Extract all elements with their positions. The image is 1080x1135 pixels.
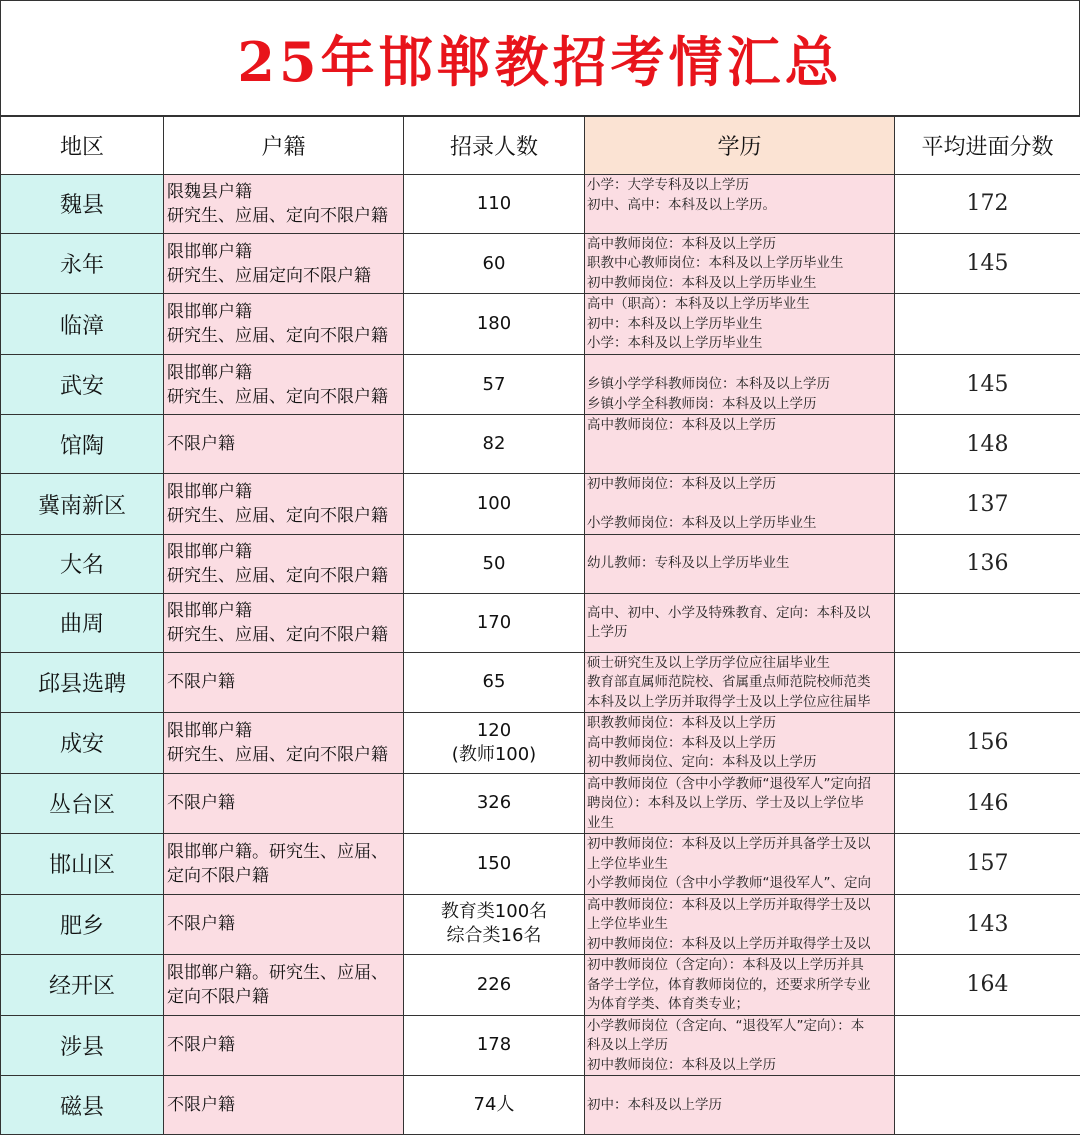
education-line: 职教中心教师岗位：本科及以上学历毕业生 (587, 254, 894, 274)
region-cell: 涉县 (1, 1015, 164, 1076)
education-cell (585, 834, 895, 895)
huji-line: 不限户籍 (167, 791, 403, 815)
huji-cell (164, 593, 404, 652)
education-line: 初中教师岗位、定向：本科及以上学历 (587, 753, 894, 773)
region-cell: 肥乡 (1, 894, 164, 955)
table-body (1, 175, 1080, 1135)
quota-cell (404, 834, 585, 895)
quota-line: 教育类100名 (404, 900, 584, 924)
score-cell: 172 (895, 175, 1080, 234)
quota-cell (404, 773, 585, 834)
quota-cell (404, 894, 585, 955)
education-cell (585, 652, 895, 713)
huji-cell (164, 1015, 404, 1076)
huji-line: 限邯郸户籍 (167, 540, 403, 564)
education-line: 乡镇小学全科教师岗：本科及以上学历 (587, 395, 894, 415)
education-cell (585, 894, 895, 955)
region-cell: 馆陶 (1, 415, 164, 474)
huji-line: 限邯郸户籍。研究生、应届、 (167, 840, 403, 864)
education-line: 硕士研究生及以上学历学位应往届毕业生 (587, 654, 894, 674)
education-line: 高中教师岗位（含中小学教师“退役军人”定向招 (587, 775, 894, 795)
header-score: 平均进面分数 (895, 117, 1080, 175)
quota-cell (404, 1015, 585, 1076)
huji-line: 限邯郸户籍 (167, 361, 403, 385)
quota-line: 120 (404, 719, 584, 743)
education-line: 初中教师岗位：本科及以上学历并具备学士及以 (587, 835, 894, 855)
huji-line: 研究生、应届、定向不限户籍 (167, 743, 403, 767)
huji-cell (164, 652, 404, 713)
huji-line: 限邯郸户籍 (167, 300, 403, 324)
quota-cell (404, 474, 585, 535)
education-line: 初中教师岗位：本科及以上学历 (587, 475, 894, 495)
table-row (1, 354, 1080, 415)
quota-cell (404, 175, 585, 234)
huji-cell (164, 233, 404, 294)
score-cell (895, 1015, 1080, 1076)
huji-line: 研究生、应届、定向不限户籍 (167, 204, 403, 228)
quota-line: 60 (404, 252, 584, 276)
table-row (1, 415, 1080, 474)
quota-line: (教师100) (404, 743, 584, 767)
quota-line: 综合类16名 (404, 924, 584, 948)
education-cell (585, 1076, 895, 1135)
score-cell: 145 (895, 233, 1080, 294)
huji-line: 不限户籍 (167, 1093, 403, 1117)
quota-line: 50 (404, 552, 584, 576)
score-cell: 156 (895, 713, 1080, 774)
table-row (1, 894, 1080, 955)
education-line: 高中教师岗位：本科及以上学历并取得学士及以 (587, 896, 894, 916)
score-cell: 143 (895, 894, 1080, 955)
education-cell (585, 474, 895, 535)
table-row (1, 955, 1080, 1016)
huji-cell (164, 354, 404, 415)
huji-cell (164, 175, 404, 234)
huji-line: 不限户籍 (167, 432, 403, 456)
education-cell (585, 593, 895, 652)
huji-line: 不限户籍 (167, 670, 403, 694)
quota-line: 82 (404, 432, 584, 456)
huji-line: 研究生、应届、定向不限户籍 (167, 623, 403, 647)
quota-cell (404, 233, 585, 294)
education-cell (585, 354, 895, 415)
quota-line: 100 (404, 492, 584, 516)
education-line: 小学教师岗位（含定向、“退役军人”定向）：本 (587, 1017, 894, 1037)
region-cell: 大名 (1, 534, 164, 593)
education-line: 上学历 (587, 623, 894, 643)
title-cell (0, 0, 1080, 116)
quota-line: 150 (404, 852, 584, 876)
huji-line: 限邯郸户籍 (167, 240, 403, 264)
quota-cell (404, 713, 585, 774)
education-line: 科及以上学历 (587, 1036, 894, 1056)
huji-cell (164, 534, 404, 593)
region-cell: 丛台区 (1, 773, 164, 834)
education-line: 幼儿教师：专科及以上学历毕业生 (587, 554, 894, 574)
region-cell: 临漳 (1, 294, 164, 355)
score-cell (895, 1076, 1080, 1135)
score-cell: 137 (895, 474, 1080, 535)
education-line (587, 495, 894, 515)
score-cell: 136 (895, 534, 1080, 593)
quota-line: 178 (404, 1033, 584, 1057)
education-line: 乡镇小学学科教师岗位：本科及以上学历 (587, 375, 894, 395)
score-cell: 157 (895, 834, 1080, 895)
huji-line: 限邯郸户籍。研究生、应届、 (167, 961, 403, 985)
education-line: 高中、初中、小学及特殊教育、定向：本科及以 (587, 604, 894, 624)
quota-line: 326 (404, 791, 584, 815)
education-cell (585, 534, 895, 593)
header-row (1, 117, 1080, 175)
education-line: 小学教师岗位（含中小学教师“退役军人”、定向 (587, 874, 894, 894)
huji-cell (164, 713, 404, 774)
education-line: 初中、高中：本科及以上学历。 (587, 196, 894, 216)
education-line: 高中教师岗位：本科及以上学历 (587, 734, 894, 754)
table-row (1, 233, 1080, 294)
education-line: 小学教师岗位：本科及以上学历毕业生 (587, 514, 894, 534)
quota-cell (404, 534, 585, 593)
huji-line: 限魏县户籍 (167, 180, 403, 204)
education-line: 初中：本科及以上学历 (587, 1096, 894, 1116)
huji-line: 不限户籍 (167, 912, 403, 936)
header-education: 学历 (585, 117, 895, 175)
quota-line: 170 (404, 611, 584, 635)
header-region: 地区 (1, 117, 164, 175)
score-cell: 148 (895, 415, 1080, 474)
huji-line: 研究生、应届定向不限户籍 (167, 264, 403, 288)
education-line: 初中教师岗位：本科及以上学历毕业生 (587, 274, 894, 294)
huji-line: 研究生、应届、定向不限户籍 (167, 504, 403, 528)
quota-cell (404, 1076, 585, 1135)
region-cell: 成安 (1, 713, 164, 774)
huji-cell (164, 474, 404, 535)
education-cell (585, 713, 895, 774)
page-title: 25年邯郸教招考情汇总 (237, 20, 842, 97)
huji-line: 定向不限户籍 (167, 985, 403, 1009)
table-row (1, 534, 1080, 593)
education-line: 上学位毕业生 (587, 855, 894, 875)
education-line: 上学位毕业生 (587, 915, 894, 935)
score-cell (895, 294, 1080, 355)
table-row (1, 175, 1080, 234)
summary-table (0, 116, 1080, 1135)
quota-cell (404, 294, 585, 355)
score-cell (895, 652, 1080, 713)
education-cell (585, 294, 895, 355)
header-quota: 招录人数 (404, 117, 585, 175)
education-line: 本科及以上学历并取得学士及以上学位应往届毕 (587, 693, 894, 713)
education-cell (585, 955, 895, 1016)
huji-cell (164, 415, 404, 474)
education-cell (585, 175, 895, 234)
education-line: 小学：大学专科及以上学历 (587, 176, 894, 196)
huji-line: 限邯郸户籍 (167, 719, 403, 743)
education-line: 为体育学类、体育类专业； (587, 995, 894, 1015)
education-line: 初中教师岗位：本科及以上学历并取得学士及以 (587, 935, 894, 955)
huji-line: 限邯郸户籍 (167, 599, 403, 623)
region-cell: 冀南新区 (1, 474, 164, 535)
region-cell: 经开区 (1, 955, 164, 1016)
table-row (1, 1015, 1080, 1076)
education-line: 教育部直属师范院校、省属重点师范院校师范类 (587, 673, 894, 693)
region-cell: 魏县 (1, 175, 164, 234)
education-cell (585, 233, 895, 294)
score-cell: 164 (895, 955, 1080, 1016)
huji-line: 不限户籍 (167, 1033, 403, 1057)
region-cell: 曲周 (1, 593, 164, 652)
table-row (1, 773, 1080, 834)
huji-line: 研究生、应届、定向不限户籍 (167, 385, 403, 409)
score-cell: 146 (895, 773, 1080, 834)
table-row (1, 474, 1080, 535)
quota-cell (404, 354, 585, 415)
table-row (1, 652, 1080, 713)
table-row (1, 593, 1080, 652)
region-cell: 邱县选聘 (1, 652, 164, 713)
quota-line: 110 (404, 192, 584, 216)
region-cell: 磁县 (1, 1076, 164, 1135)
huji-line: 限邯郸户籍 (167, 480, 403, 504)
education-line: 备学士学位，体育教师岗位的，还要求所学专业 (587, 976, 894, 996)
education-line: 业生 (587, 814, 894, 834)
table-row (1, 294, 1080, 355)
education-line: 初中教师岗位（含定向）：本科及以上学历并具 (587, 956, 894, 976)
huji-line: 研究生、应届、定向不限户籍 (167, 324, 403, 348)
score-cell: 145 (895, 354, 1080, 415)
quota-line: 180 (404, 312, 584, 336)
huji-cell (164, 773, 404, 834)
huji-cell (164, 294, 404, 355)
table-row (1, 834, 1080, 895)
quota-cell (404, 593, 585, 652)
table-row (1, 713, 1080, 774)
quota-line: 65 (404, 670, 584, 694)
huji-cell (164, 894, 404, 955)
education-line: 职教教师岗位：本科及以上学历 (587, 714, 894, 734)
education-line: 高中（职高）：本科及以上学历毕业生 (587, 295, 894, 315)
header-huji: 户籍 (164, 117, 404, 175)
huji-cell (164, 834, 404, 895)
quota-line: 226 (404, 973, 584, 997)
table-row (1, 1076, 1080, 1135)
quota-cell (404, 652, 585, 713)
education-line: 高中教师岗位：本科及以上学历 (587, 235, 894, 255)
quota-line: 74人 (404, 1093, 584, 1117)
huji-line: 定向不限户籍 (167, 864, 403, 888)
quota-cell (404, 955, 585, 1016)
education-line: 小学：本科及以上学历毕业生 (587, 334, 894, 354)
education-line: 初中：本科及以上学历毕业生 (587, 315, 894, 335)
quota-line: 57 (404, 373, 584, 397)
huji-cell (164, 1076, 404, 1135)
quota-cell (404, 415, 585, 474)
region-cell: 邯山区 (1, 834, 164, 895)
education-line: 初中教师岗位：本科及以上学历 (587, 1056, 894, 1076)
education-cell (585, 773, 895, 834)
huji-cell (164, 955, 404, 1016)
region-cell: 武安 (1, 354, 164, 415)
region-cell: 永年 (1, 233, 164, 294)
education-line (587, 356, 894, 376)
score-cell (895, 593, 1080, 652)
education-cell (585, 415, 895, 474)
huji-line: 研究生、应届、定向不限户籍 (167, 564, 403, 588)
education-line: 高中教师岗位：本科及以上学历 (587, 416, 894, 436)
education-cell (585, 1015, 895, 1076)
education-line: 聘岗位）：本科及以上学历、学士及以上学位毕 (587, 794, 894, 814)
